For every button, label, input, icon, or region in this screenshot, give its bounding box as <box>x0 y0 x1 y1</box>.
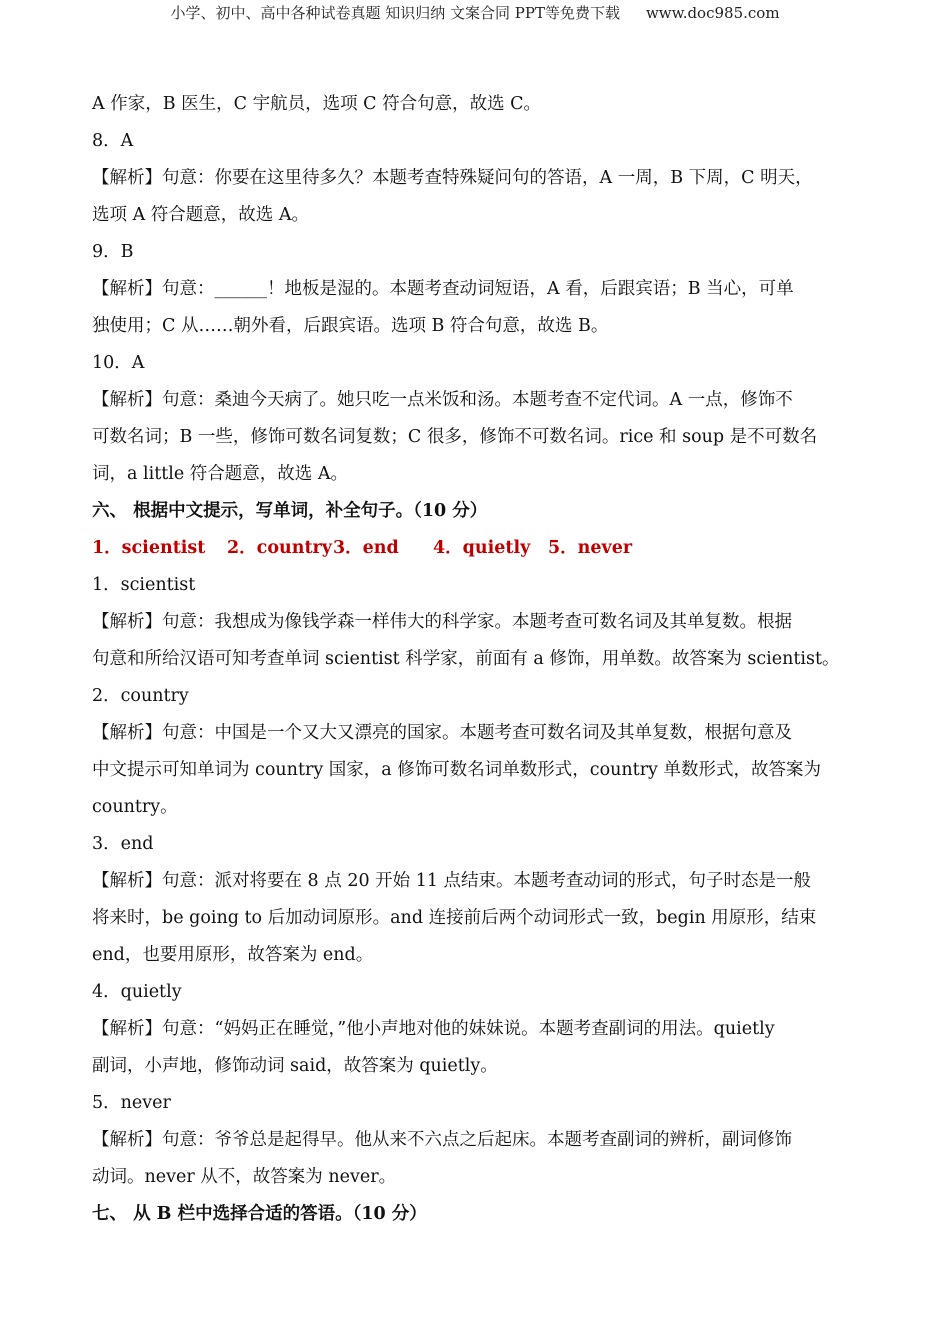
text-line: 【解析】句意：爷爷总是起得早。他从来不六点之后起床。本题考查副词的辨析，副词修饰 <box>92 1130 792 1150</box>
answer-key-item: 5．never <box>548 538 633 558</box>
text-line: 副词，小声地，修饰动词 said，故答案为 quietly。 <box>92 1056 498 1076</box>
text-line: 句意和所给汉语可知考查单词 scientist 科学家，前面有 a 修饰，用单数。故答案为 scientist。 <box>92 649 840 669</box>
text-line: 词，a little 符合题意，故选 A。 <box>92 464 348 484</box>
text-line: 选项 A 符合题意，故选 A。 <box>92 205 309 225</box>
answer-number: 2．country <box>92 686 189 706</box>
answer-number: 9．B <box>92 242 134 262</box>
text-line: 【解析】句意：我想成为像钱学森一样伟大的科学家。本题考查可数名词及其单复数。根据 <box>92 612 792 632</box>
text-line: 【解析】句意：______！地板是湿的。本题考查动词短语，A 看，后跟宾语；B 当心，可单 <box>92 279 794 299</box>
answer-number: 1．scientist <box>92 575 196 595</box>
document-body <box>92 86 862 1233</box>
answer-key-item: 4．quietly <box>433 538 531 558</box>
text-line: country。 <box>92 797 178 817</box>
answer-number: 8．A <box>92 131 134 151</box>
header-url[interactable]: www.doc985.com <box>645 4 780 22</box>
text-line: 【解析】句意：你要在这里待多久？本题考查特殊疑问句的答语，A 一周，B 下周，C 明天， <box>92 168 813 188</box>
answer-number: 10．A <box>92 353 145 373</box>
section-7-heading: 七、 从 B 栏中选择合适的答语。（10 分） <box>92 1204 427 1224</box>
text-line: 【解析】句意：中国是一个又大又漂亮的国家。本题考查可数名词及其单复数，根据句意及 <box>92 723 792 743</box>
section-6-heading: 六、 根据中文提示，写单词，补全句子。（10 分） <box>92 501 488 521</box>
answer-key-item: 2．country <box>227 538 332 558</box>
text-line: 将来时，be going to 后加动词原形。and 连接前后两个动词形式一致，begin 用原形，结束 <box>92 908 817 928</box>
answer-number: 5．never <box>92 1093 171 1113</box>
answer-number: 4．quietly <box>92 982 182 1002</box>
text-line: 独使用；C 从……朝外看，后跟宾语。选项 B 符合句意，故选 B。 <box>92 316 609 336</box>
text-line: 可数名词；B 一些，修饰可数名词复数；C 很多，修饰不可数名词。rice 和 soup 是不可数名 <box>92 427 818 447</box>
answer-key-item: 3．end <box>333 538 399 558</box>
text-line: 【解析】句意：桑迪今天病了。她只吃一点米饭和汤。本题考查不定代词。A 一点，修饰不 <box>92 390 793 410</box>
text-line: 动词。never 从不，故答案为 never。 <box>92 1167 397 1187</box>
header-text: 小学、初中、高中各种试卷真题 知识归纳 文案合同 PPT等免费下载 <box>170 4 620 22</box>
text-line: 【解析】句意：派对将要在 8 点 20 开始 11 点结束。本题考查动词的形式，句子时态是一般 <box>92 871 812 891</box>
text-line: end，也要用原形，故答案为 end。 <box>92 945 374 965</box>
page-header <box>0 2 950 24</box>
answer-key-item: 1．scientist <box>92 538 206 558</box>
text-line: 中文提示可知单词为 country 国家，a 修饰可数名词单数形式，country 单数形式，故答案为 <box>92 760 822 780</box>
section-6-answer-key <box>92 530 862 567</box>
text-line: 【解析】句意：“妈妈正在睡觉，”他小声地对他的妹妹说。本题考查副词的用法。quietly <box>92 1019 775 1039</box>
answer-number: 3．end <box>92 834 154 854</box>
text-line: A 作家，B 医生，C 宇航员，选项 C 符合句意，故选 C。 <box>92 94 542 114</box>
